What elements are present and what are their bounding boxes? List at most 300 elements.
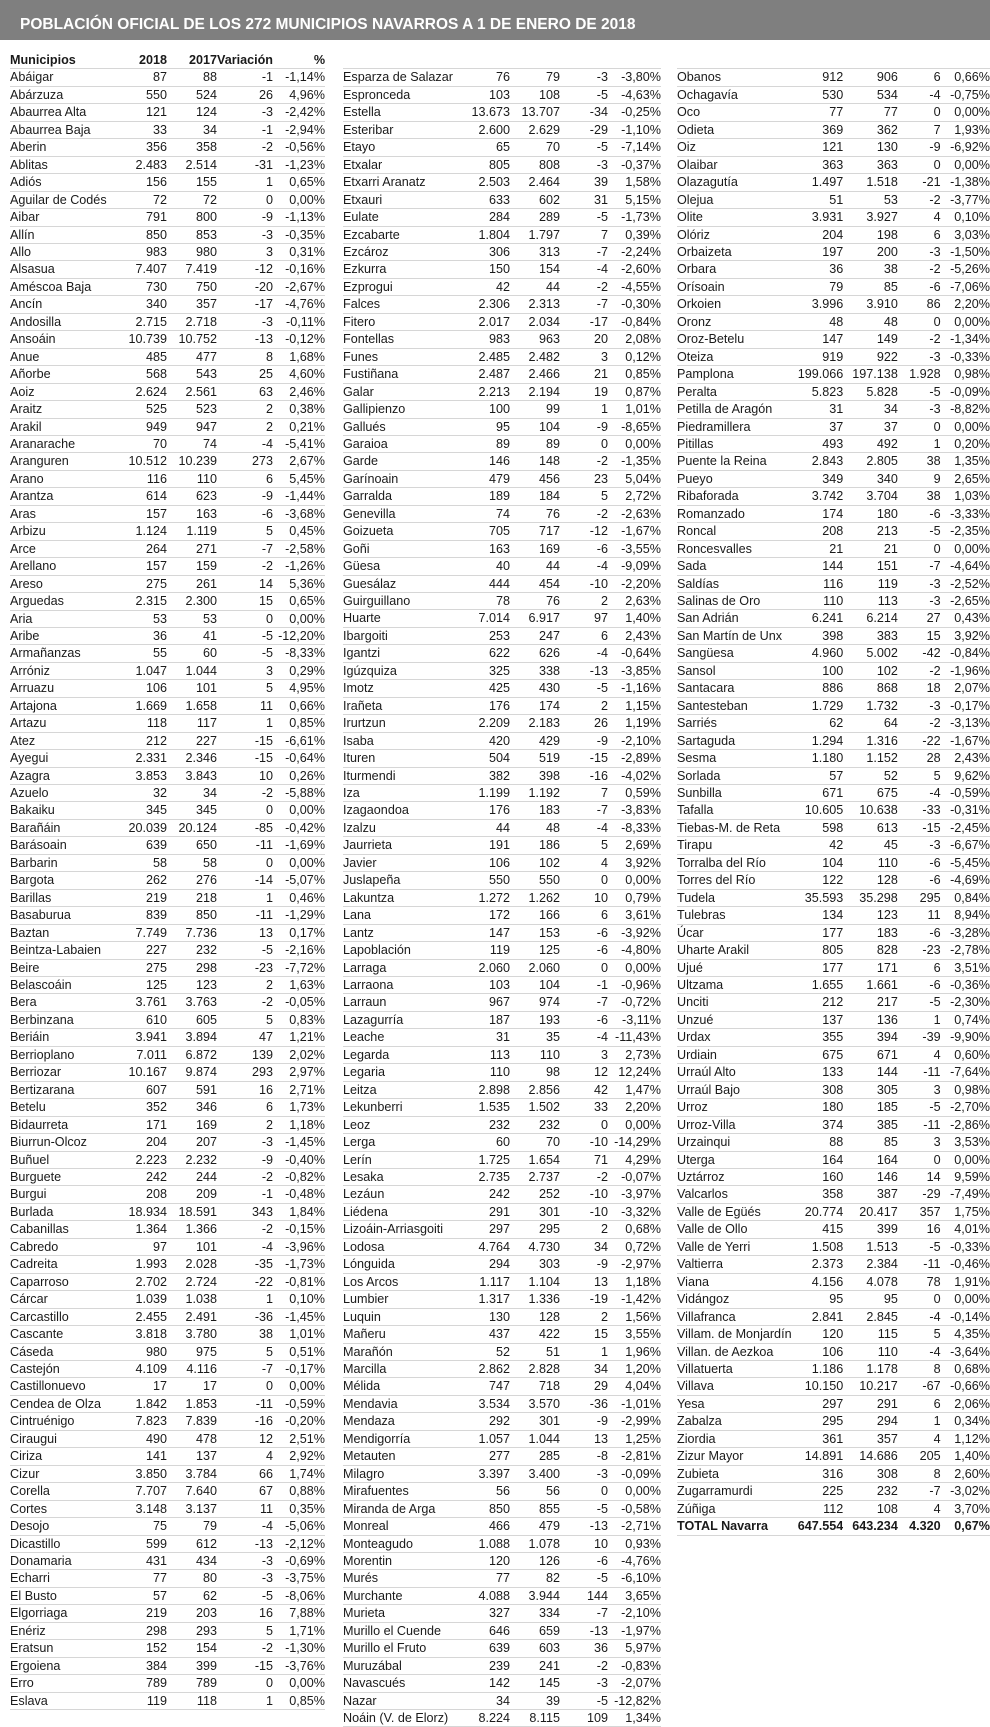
percent: 1,73% [273,1099,325,1116]
table-row [343,1448,661,1465]
variation: 3 [560,1046,608,1063]
table-row [10,121,325,138]
table-row [10,1029,325,1046]
variation: 6 [217,470,273,487]
population-2018: 150 [466,261,510,278]
percent: -0,35% [273,226,325,243]
variation: 1 [217,174,273,191]
percent: 0,10% [273,1291,325,1308]
population-2018: 340 [118,296,167,313]
population-2017: 1.658 [167,697,217,714]
variation: 3 [898,1081,941,1098]
population-2018: 72 [118,191,167,208]
percent: 0,26% [273,767,325,784]
variation: 4 [898,1046,941,1063]
table-row [343,1378,661,1395]
municipio-name: Villava [677,1378,792,1395]
variation: 11 [217,1500,273,1517]
percent: 5,36% [273,575,325,592]
percent: -2,45% [941,819,990,836]
percent: -1,97% [608,1622,661,1639]
population-2017: 2.805 [843,453,898,470]
population-2018: 3.818 [118,1326,167,1343]
table-row [10,174,325,191]
population-2018: 284 [466,209,510,226]
variation: -5 [898,994,941,1011]
variation: -7 [560,243,608,260]
percent: 2,73% [608,1046,661,1063]
variation: 10 [560,889,608,906]
population-2017: 123 [167,977,217,994]
population-2017: 113 [843,593,898,610]
variation: 42 [560,1081,608,1098]
variation: -2 [898,331,941,348]
table-row [10,401,325,418]
population-2017: 659 [510,1622,560,1639]
population-2017: 198 [843,226,898,243]
population-2018: 208 [792,523,844,540]
population-2017: 7.736 [167,924,217,941]
percent: -6,10% [608,1570,661,1587]
table-row [343,313,661,330]
population-2017: 1.038 [167,1291,217,1308]
table-header-row [10,52,325,69]
population-2017: 232 [510,1116,560,1133]
population-2017: 183 [510,802,560,819]
percent: 0,35% [273,1500,325,1517]
percent: -0,17% [941,697,990,714]
variation: 26 [560,715,608,732]
municipio-name: Villafranca [677,1308,792,1325]
variation: -9 [898,139,941,156]
percent: -1,67% [608,523,661,540]
population-2018: 730 [118,278,167,295]
header-variacion: Variación [217,53,274,67]
table-row [343,1430,661,1447]
variation: 15 [560,1326,608,1343]
table-row [10,627,325,644]
population-2017: 7.419 [167,261,217,278]
table-row [343,1692,661,1709]
variation: 29 [560,1378,608,1395]
percent: -3,83% [608,802,661,819]
population-2018: 675 [792,1046,844,1063]
municipio-name: San Adrián [677,610,792,627]
table-row [343,994,661,1011]
percent: -1,35% [608,453,661,470]
percent: -2,60% [608,261,661,278]
municipio-name: Puente la Reina [677,453,792,470]
population-2017: 2.466 [510,366,560,383]
municipio-name: Villan. de Aezkoa [677,1343,792,1360]
population-2018: 172 [466,907,510,924]
population-2017: 117 [167,715,217,732]
population-2018: 3.397 [466,1465,510,1482]
population-2017: 193 [510,1011,560,1028]
variation: 0 [217,191,273,208]
population-2017: 295 [510,1221,560,1238]
table-row [10,1657,325,1674]
percent: 0,79% [608,889,661,906]
percent: 3,03% [941,226,990,243]
municipio-name: Sangüesa [677,645,792,662]
population-2017: 808 [510,156,560,173]
table-row [343,959,661,976]
percent: 2,02% [273,1046,325,1063]
population-2017: 750 [167,278,217,295]
table-row [343,1640,661,1657]
table-row [10,889,325,906]
population-2017: 2.232 [167,1151,217,1168]
population-2018: 60 [466,1134,510,1151]
percent: -0,05% [273,994,325,1011]
population-2017: 6.917 [510,610,560,627]
variation: -1 [217,1186,273,1203]
table-row [343,243,661,260]
table-row [677,1465,990,1482]
population-2018: 493 [792,435,844,452]
population-2017: 151 [843,558,898,575]
population-2018: 466 [466,1518,510,1535]
percent: 0,66% [941,69,990,86]
population-2017: 3.894 [167,1029,217,1046]
population-2017: 3.784 [167,1465,217,1482]
percent: -9,90% [941,1029,990,1046]
variation: 3 [560,348,608,365]
table-row [10,1186,325,1203]
population-2018: 967 [466,994,510,1011]
population-2017: 2.464 [510,174,560,191]
table-row [677,69,990,86]
table-column-2 [343,52,661,1727]
variation: -3 [898,575,941,592]
population-2018: 1.804 [466,226,510,243]
percent: 1,03% [941,488,990,505]
variation: 1.928 [898,366,941,383]
population-2018: 490 [118,1430,167,1447]
percent: 2,69% [608,837,661,854]
population-2017: 44 [510,278,560,295]
municipio-name: Santacara [677,680,792,697]
variation: -16 [560,767,608,784]
table-row [677,401,990,418]
municipio-name: Imotz [343,680,466,697]
population-2017: 99 [510,401,560,418]
population-2017: 20.417 [843,1203,898,1220]
percent: -1,67% [941,732,990,749]
percent: 0,45% [273,523,325,540]
percent: -4,69% [941,872,990,889]
municipio-name: Berbinzana [10,1011,118,1028]
variation: 5 [898,1326,941,1343]
table-row [10,1605,325,1622]
percent: -8,82% [941,401,990,418]
table-row [677,1046,990,1063]
municipio-name: Leitza [343,1081,466,1098]
population-2017: 626 [510,645,560,662]
table-row [343,1395,661,1412]
variation: -6 [560,1011,608,1028]
table-row [10,139,325,156]
variation: -11 [898,1256,941,1273]
table-row [677,226,990,243]
population-2017: 4.078 [843,1273,898,1290]
population-2018: 212 [118,732,167,749]
population-2017: 209 [167,1186,217,1203]
municipio-name: Noáin (V. de Elorz) [343,1710,466,1727]
variation: -4 [217,1238,273,1255]
table-row [343,1535,661,1552]
table-row [343,401,661,418]
population-2017: 98 [510,1064,560,1081]
variation: 5 [217,1343,273,1360]
table-row [677,523,990,540]
variation: -7 [560,1605,608,1622]
table-row [343,1291,661,1308]
municipio-name: Cabredo [10,1238,118,1255]
table-row [343,593,661,610]
population-2018: 2.213 [466,383,510,400]
municipio-name: Etxalar [343,156,466,173]
percent: -0,72% [608,994,661,1011]
population-2017: 399 [167,1657,217,1674]
population-2017: 363 [843,156,898,173]
municipio-name: Aranarache [10,435,118,452]
variation: 144 [560,1587,608,1604]
variation: -15 [217,750,273,767]
table-row [10,1151,325,1168]
variation: 0 [560,1116,608,1133]
table-row [343,174,661,191]
municipio-name: Zizur Mayor [677,1448,792,1465]
header-percent: % [273,52,325,69]
variation: 2 [217,1116,273,1133]
municipio-name: Valle de Yerri [677,1238,792,1255]
population-2018: 33 [118,121,167,138]
variation: 6 [217,1099,273,1116]
population-2017: 64 [843,715,898,732]
table-row [10,523,325,540]
population-2018: 36 [118,627,167,644]
table-row [677,837,990,854]
variation: -7 [560,994,608,1011]
population-2017: 217 [843,994,898,1011]
population-2017: 41 [167,627,217,644]
table-row [677,156,990,173]
table-row [343,1029,661,1046]
municipio-name: Aribe [10,627,118,644]
table-row [10,1221,325,1238]
variation: -3 [217,1570,273,1587]
variation: -7 [217,1360,273,1377]
population-2017: 868 [843,680,898,697]
variation: 38 [898,488,941,505]
municipio-name: Anue [10,348,118,365]
percent: 0,60% [941,1046,990,1063]
population-2018: 1.655 [792,977,844,994]
table-row [677,1186,990,1203]
population-2017: 1.797 [510,226,560,243]
population-2018: 78 [466,593,510,610]
variation: -6 [898,505,941,522]
population-2018: 156 [118,174,167,191]
population-2018: 2.487 [466,366,510,383]
population-2017: 110 [167,470,217,487]
table-row [677,1011,990,1028]
population-2018: 622 [466,645,510,662]
population-2018: 42 [792,837,844,854]
percent: 4,29% [608,1151,661,1168]
header-municipios: Municipios [10,52,118,69]
population-2018: 20.039 [118,819,167,836]
population-2017: 718 [510,1378,560,1395]
percent: 0,43% [941,610,990,627]
variation: 273 [217,453,273,470]
table-row [10,348,325,365]
table-row [343,278,661,295]
table-row [343,1221,661,1238]
population-2018: 20.774 [792,1203,844,1220]
population-2017: 108 [843,1500,898,1517]
population-2017: 357 [167,296,217,313]
population-2017: 149 [843,331,898,348]
municipio-name: Donamaria [10,1552,118,1569]
municipio-name: Améscoa Baja [10,278,118,295]
population-2017: 7.839 [167,1413,217,1430]
variation: 7 [560,785,608,802]
percent: 3,55% [608,1326,661,1343]
municipio-name: Olite [677,209,792,226]
population-2017: 2.482 [510,348,560,365]
variation: -13 [217,331,273,348]
table-row [10,1430,325,1447]
variation: -5 [898,523,941,540]
population-2018: 525 [118,401,167,418]
table-row [10,366,325,383]
percent: 0,51% [273,1343,325,1360]
percent: 0,00% [273,854,325,871]
population-2017: 1.192 [510,785,560,802]
municipio-name: Tudela [677,889,792,906]
municipio-name: Elgorriaga [10,1605,118,1622]
population-2018: 180 [792,1099,844,1116]
percent: -0,81% [273,1273,325,1290]
percent: -2,94% [273,121,325,138]
percent: -2,86% [941,1116,990,1133]
table-row [677,1360,990,1377]
table-row [343,1657,661,1674]
percent: 1,01% [273,1326,325,1343]
variation: -9 [560,418,608,435]
population-2018: 225 [792,1483,844,1500]
variation: 2 [217,401,273,418]
table-row [343,1622,661,1639]
variation: -13 [217,1535,273,1552]
population-2017: 2.724 [167,1273,217,1290]
population-2017: 338 [510,662,560,679]
table-row [10,296,325,313]
percent: 1,35% [941,453,990,470]
municipio-name: Andosilla [10,313,118,330]
variation: -11 [217,907,273,924]
population-2018: 34 [466,1692,510,1709]
percent: -0,84% [608,313,661,330]
variation: -5 [560,1500,608,1517]
municipio-name: Etxauri [343,191,466,208]
table-row [10,1483,325,1500]
variation: -5 [217,627,273,644]
variation: 5 [217,1622,273,1639]
municipio-name: Cascante [10,1326,118,1343]
population-2017: 51 [510,1343,560,1360]
population-2018: 55 [118,645,167,662]
table-row [343,1483,661,1500]
variation: -12 [560,523,608,540]
table-row [343,610,661,627]
table-row [343,872,661,889]
population-2017: 2.561 [167,383,217,400]
table-row [10,1238,325,1255]
variation: -5 [560,86,608,103]
municipio-name: Mirafuentes [343,1483,466,1500]
population-2017: 301 [510,1203,560,1220]
percent: -0,56% [273,139,325,156]
variation: -2 [560,278,608,295]
population-2018: 44 [466,819,510,836]
population-2017: 853 [167,226,217,243]
population-2017: 34 [843,401,898,418]
table-row [677,278,990,295]
municipio-name: Arruazu [10,680,118,697]
municipio-name: Cendea de Olza [10,1395,118,1412]
percent: 1,93% [941,121,990,138]
population-2017: 980 [167,243,217,260]
population-2017: 303 [510,1256,560,1273]
percent: 8,94% [941,907,990,924]
variation: 31 [560,191,608,208]
variation: -35 [217,1256,273,1273]
population-2018: 133 [792,1064,844,1081]
population-2018: 53 [118,610,167,627]
population-2017: 291 [843,1395,898,1412]
variation: -3 [560,1675,608,1692]
table-row [10,191,325,208]
population-2018: 1.669 [118,697,167,714]
table-row [343,750,661,767]
municipio-name: Ciraugui [10,1430,118,1447]
variation: 3 [217,243,273,260]
population-2018: 42 [466,278,510,295]
table-row [343,1064,661,1081]
population-2017: 305 [843,1081,898,1098]
population-2018: 2.624 [118,383,167,400]
percent: 2,65% [941,470,990,487]
population-2017: 6.214 [843,610,898,627]
municipio-name: Orbaizeta [677,243,792,260]
population-2018: 113 [466,1046,510,1063]
table-row [343,1500,661,1517]
population-2018: 88 [792,1134,844,1151]
table-row [343,1587,661,1604]
percent: -7,49% [941,1186,990,1203]
population-2017: 184 [510,488,560,505]
percent: -2,20% [608,575,661,592]
municipio-name: Ergoiena [10,1657,118,1674]
population-2017: 3.137 [167,1500,217,1517]
percent: -0,15% [273,1221,325,1238]
percent: -0,83% [608,1657,661,1674]
population-2018: 120 [792,1326,844,1343]
